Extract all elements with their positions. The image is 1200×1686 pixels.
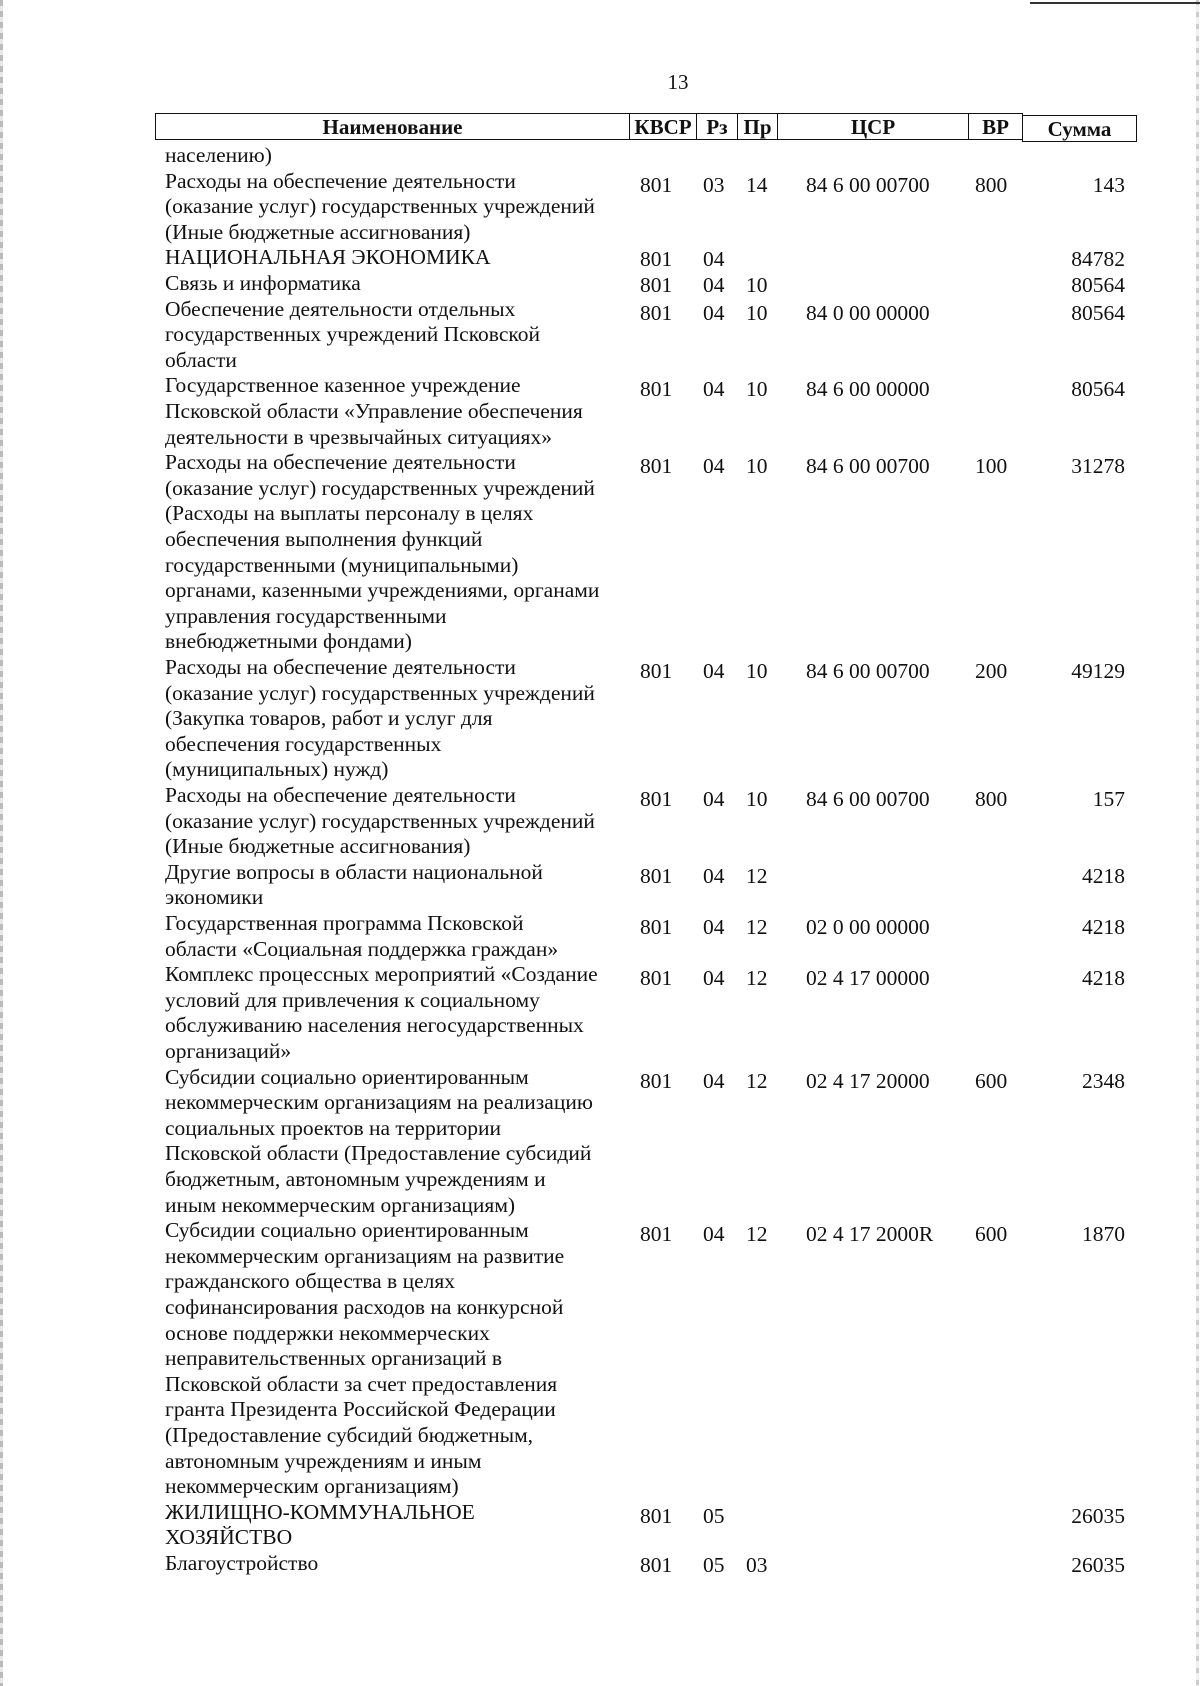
cell-name-line: Псковской области «Управление обеспечения <box>165 398 583 423</box>
table-header <box>155 113 1137 142</box>
cell-vr: 600 <box>975 1068 1008 1093</box>
cell-name-line: области «Социальная поддержка граждан» <box>165 936 559 961</box>
header-pr: Пр <box>737 113 778 140</box>
cell-name-line: неправительственных организаций в <box>165 1346 503 1371</box>
cell-name-line: основе поддержки некоммерческих <box>165 1320 490 1345</box>
cell-pr: 14 <box>746 172 768 197</box>
cell-name-line: условий для привлечения к социальному <box>165 987 540 1012</box>
cell-name-line: внебюджетными фондами) <box>165 629 412 654</box>
header-csr: ЦСР <box>777 113 969 140</box>
cell-pr: 10 <box>746 659 768 683</box>
cell-rz: 04 <box>703 787 725 811</box>
cell-kvsr: 801 <box>640 915 673 939</box>
cell-sum: 143 <box>1092 172 1125 197</box>
cell-name-line: (Иные бюджетные ассигнования) <box>165 219 471 244</box>
cell-name-line: гранта Президента Российской Федерации <box>165 1397 556 1422</box>
cell-name-line: деятельности в чрезвычайных ситуациях» <box>165 424 552 449</box>
cell-rz: 04 <box>703 454 725 479</box>
cell-name-line: обслуживанию населения негосударственных <box>165 1013 584 1038</box>
cell-name-line: Другие вопросы в области национальной <box>165 859 543 884</box>
cell-name <box>165 143 620 169</box>
cell-kvsr: 801 <box>640 454 673 479</box>
cell-name <box>165 297 620 374</box>
cell-name-line: Расходы на обеспечение деятельности <box>165 783 516 807</box>
header-vr: ВР <box>968 113 1023 140</box>
cell-name-line: социальных проектов на территории <box>165 1115 502 1140</box>
scan-right-edge <box>1196 0 1199 1686</box>
cell-name-line: (оказание услуг) государственных учреждений <box>165 194 595 219</box>
cell-name <box>165 1218 620 1500</box>
cell-pr: 10 <box>746 787 768 811</box>
cell-name-line: (муниципальных) нужд) <box>165 757 389 782</box>
cell-kvsr: 801 <box>640 863 673 888</box>
cell-csr: 02 0 00 00000 <box>806 915 930 939</box>
cell-name <box>165 450 620 655</box>
cell-sum: 80564 <box>1071 377 1125 402</box>
cell-kvsr: 801 <box>640 1068 673 1093</box>
cell-name-line: организаций» <box>165 1038 292 1063</box>
cell-sum: 84782 <box>1071 247 1125 272</box>
header-kvsr: КВСР <box>629 113 697 140</box>
cell-name-line: органами, казенными учреждениями, органами <box>165 578 600 603</box>
cell-rz: 04 <box>703 377 725 402</box>
cell-rz: 05 <box>703 1503 725 1528</box>
cell-rz: 04 <box>703 1068 725 1093</box>
cell-vr: 800 <box>975 172 1008 197</box>
cell-name-line: обеспечения государственных <box>165 731 442 756</box>
cell-name-line: (Предоставление субсидий бюджетным, <box>165 1422 534 1447</box>
cell-kvsr: 801 <box>640 1553 673 1577</box>
cell-vr: 200 <box>975 659 1008 683</box>
cell-csr: 02 4 17 00000 <box>806 966 930 991</box>
cell-sum: 26035 <box>1071 1503 1125 1528</box>
cell-csr: 02 4 17 20000 <box>806 1068 930 1093</box>
cell-name-line: экономики <box>165 885 264 910</box>
cell-name <box>165 1500 620 1551</box>
cell-name-line: (Расходы на выплаты персоналу в целях <box>165 501 534 526</box>
cell-name-line: НАЦИОНАЛЬНАЯ ЭКОНОМИКА <box>165 245 491 270</box>
cell-rz: 04 <box>703 966 725 991</box>
cell-vr: 800 <box>975 787 1008 811</box>
cell-name-line: ХОЗЯЙСТВО <box>165 1525 293 1550</box>
cell-name-line: Государственное казенное учреждение <box>165 373 521 398</box>
cell-sum: 157 <box>1092 787 1125 811</box>
cell-name-line: Псковской области за счет предоставления <box>165 1371 558 1396</box>
cell-kvsr: 801 <box>640 787 673 811</box>
cell-name-line: софинансирования расходов на конкурсной <box>165 1294 564 1319</box>
cell-name-line: Расходы на обеспечение деятельности <box>165 655 516 679</box>
cell-csr: 84 6 00 00700 <box>806 787 930 811</box>
cell-kvsr: 801 <box>640 966 673 991</box>
cell-rz: 04 <box>703 273 725 297</box>
cell-pr: 10 <box>746 454 768 479</box>
cell-sum: 26035 <box>1071 1553 1125 1577</box>
cell-sum: 4218 <box>1082 966 1125 991</box>
cell-csr: 02 4 17 2000R <box>806 1222 934 1247</box>
cell-name-line: Расходы на обеспечение деятельности <box>165 168 516 193</box>
cell-sum: 4218 <box>1082 915 1125 939</box>
cell-name-line: гражданского общества в целях <box>165 1269 455 1294</box>
cell-kvsr: 801 <box>640 300 673 325</box>
cell-name-line: обеспечения выполнения функций <box>165 526 483 551</box>
cell-sum: 31278 <box>1071 454 1125 479</box>
cell-name-line: (оказание услуг) государственных учреждений <box>165 808 595 833</box>
cell-name <box>165 860 620 911</box>
page-number: 13 <box>667 70 689 94</box>
header-rz: Рз <box>696 113 738 140</box>
cell-rz: 04 <box>703 300 725 325</box>
cell-name-line: области <box>165 347 237 372</box>
cell-name-line: бюджетным, автономным учреждениям и <box>165 1166 546 1191</box>
cell-pr: 10 <box>746 300 768 325</box>
cell-name <box>165 1551 620 1577</box>
cell-csr: 84 6 00 00700 <box>806 454 930 479</box>
cell-sum: 80564 <box>1071 300 1125 325</box>
cell-rz: 04 <box>703 863 725 888</box>
cell-name-line: автономным учреждениям и иным <box>165 1448 482 1473</box>
cell-sum: 2348 <box>1082 1068 1125 1093</box>
cell-kvsr: 801 <box>640 1503 673 1528</box>
cell-vr: 600 <box>975 1222 1008 1247</box>
cell-rz: 05 <box>703 1553 725 1577</box>
cell-rz: 04 <box>703 247 725 272</box>
cell-pr: 03 <box>746 1553 768 1577</box>
cell-name <box>165 373 620 450</box>
header-sum: Сумма <box>1022 115 1137 142</box>
scan-left-edge <box>0 0 3 1686</box>
cell-name <box>165 245 620 271</box>
cell-rz: 04 <box>703 915 725 939</box>
header-name: Наименование <box>155 113 630 140</box>
cell-name-line: (оказание услуг) государственных учреждений <box>165 680 595 705</box>
cell-name <box>165 655 620 783</box>
cell-name-line: Псковской области (Предоставление субсидий <box>165 1141 592 1166</box>
cell-name-line: Субсидии социально ориентированным <box>165 1218 529 1243</box>
cell-sum: 4218 <box>1082 863 1125 888</box>
scan-top-line <box>1030 2 1200 4</box>
cell-rz: 04 <box>703 1222 725 1247</box>
cell-kvsr: 801 <box>640 172 673 197</box>
cell-kvsr: 801 <box>640 247 673 272</box>
cell-kvsr: 801 <box>640 377 673 402</box>
cell-rz: 04 <box>703 659 725 683</box>
cell-name-line: государственными (муниципальными) <box>165 552 519 577</box>
cell-csr: 84 0 00 00000 <box>806 300 930 325</box>
cell-pr: 12 <box>746 1222 768 1247</box>
cell-name-line: (оказание услуг) государственных учреждений <box>165 475 595 500</box>
cell-pr: 10 <box>746 377 768 402</box>
cell-name-line: Обеспечение деятельности отдельных <box>165 296 516 321</box>
cell-name <box>165 911 620 962</box>
cell-name-line: некоммерческим организациям на реализацию <box>165 1090 593 1115</box>
cell-csr: 84 6 00 00700 <box>806 172 930 197</box>
cell-kvsr: 801 <box>640 1222 673 1247</box>
cell-pr: 12 <box>746 863 768 888</box>
cell-csr: 84 6 00 00000 <box>806 377 930 402</box>
cell-name-line: ЖИЛИЩНО-КОММУНАЛЬНОЕ <box>165 1499 475 1524</box>
cell-name <box>165 962 620 1064</box>
cell-name-line: иным некоммерческим организациям) <box>165 1192 516 1217</box>
cell-kvsr: 801 <box>640 659 673 683</box>
cell-pr: 12 <box>746 1068 768 1093</box>
cell-name-line: Связь и информатика <box>165 271 361 295</box>
cell-pr: 12 <box>746 915 768 939</box>
cell-name <box>165 1065 620 1219</box>
cell-name-line: Государственная программа Псковской <box>165 911 524 935</box>
cell-name <box>165 169 620 246</box>
cell-sum: 49129 <box>1071 659 1125 683</box>
cell-name-line: Благоустройство <box>165 1551 319 1575</box>
cell-name-line: некоммерческим организациям) <box>165 1474 459 1499</box>
cell-name-line: (Иные бюджетные ассигнования) <box>165 834 471 859</box>
cell-name-line: государственных учреждений Псковской <box>165 322 540 347</box>
cell-name <box>165 271 620 297</box>
cell-name-line: управления государственными <box>165 603 447 628</box>
cell-name-line: Комплекс процессных мероприятий «Создание <box>165 962 598 987</box>
cell-rz: 03 <box>703 172 725 197</box>
cell-sum: 1870 <box>1082 1222 1125 1247</box>
cell-name <box>165 783 620 860</box>
cell-name-line: населению) <box>165 143 272 167</box>
cell-pr: 12 <box>746 966 768 991</box>
cell-name-line: Расходы на обеспечение деятельности <box>165 450 516 475</box>
cell-name-line: (Закупка товаров, работ и услуг для <box>165 706 493 731</box>
cell-sum: 80564 <box>1071 273 1125 297</box>
cell-csr: 84 6 00 00700 <box>806 659 930 683</box>
cell-vr: 100 <box>975 454 1008 479</box>
cell-pr: 10 <box>746 273 768 297</box>
cell-kvsr: 801 <box>640 273 673 297</box>
cell-name-line: Субсидии социально ориентированным <box>165 1064 529 1089</box>
cell-name-line: некоммерческим организациям на развитие <box>165 1243 565 1268</box>
